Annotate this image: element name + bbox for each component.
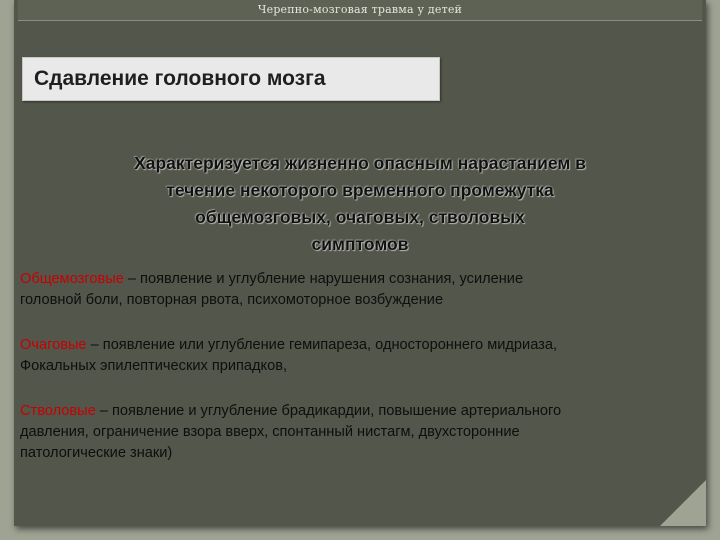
lead-line: общемозговых, очаговых, стволовых <box>195 207 525 227</box>
symptom-desc-line: патологические знаки) <box>20 445 173 461</box>
symptom-term-brainstem: Стволовые <box>20 403 96 419</box>
symptom-term-general: Общемозговые <box>20 271 124 287</box>
symptom-desc-line: – появление или углубление гемипареза, одностороннего мидриаза, <box>86 337 558 353</box>
lead-line: симптомов <box>311 234 409 254</box>
symptom-desc-line: головной боли, повторная рвота, психомоторное возбуждение <box>20 292 444 308</box>
symptom-general <box>20 269 706 311</box>
symptom-desc-line: Фокальных эпилептических припадков, <box>20 358 288 374</box>
symptom-term-focal: Очаговые <box>20 337 87 353</box>
lead-line: течение некоторого временного промежутка <box>166 180 554 200</box>
symptom-brainstem <box>20 401 706 464</box>
symptom-desc-line: давления, ограничение взора вверх, спонтанный нистагм, двухсторонние <box>20 424 520 440</box>
slide-title: Сдавление головного мозга <box>34 67 326 90</box>
lead-line: Характеризуется жизненно опасным нарастанием в <box>134 153 586 173</box>
slide-frame <box>14 0 706 526</box>
symptom-desc-line: – появление и углубление нарушения сознания, усиление <box>123 271 524 287</box>
header-bar <box>18 0 702 21</box>
corner-cut-decoration <box>660 480 706 526</box>
lead-text <box>24 150 696 258</box>
symptom-focal <box>20 335 706 377</box>
header-title: Черепно-мозговая травма у детей <box>257 3 463 16</box>
symptom-desc-line: – появление и углубление брадикардии, повышение артериального <box>95 403 562 419</box>
slide-title-box <box>22 57 440 101</box>
